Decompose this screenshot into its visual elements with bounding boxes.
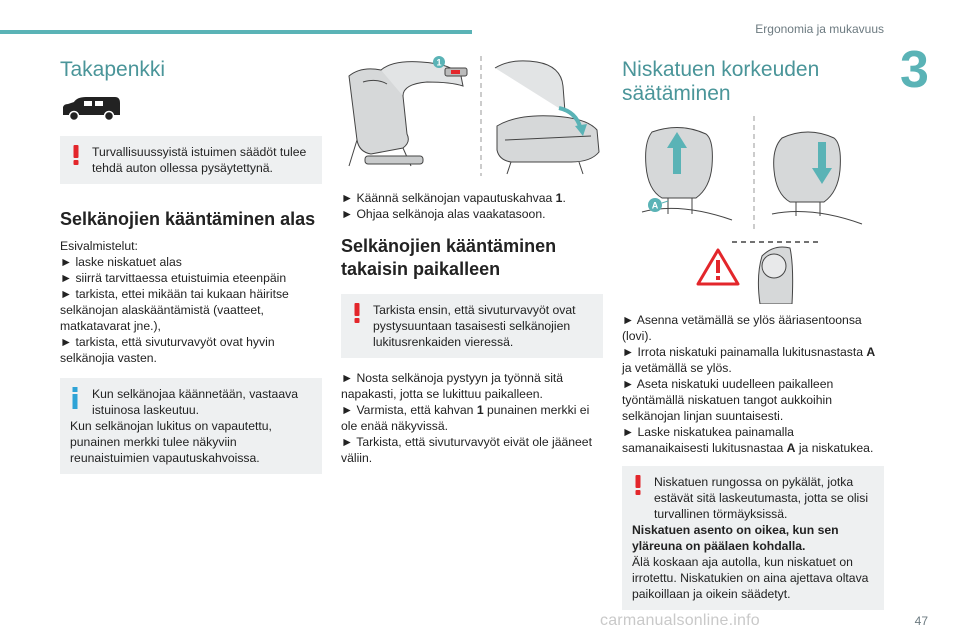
- step-text: ► Nosta selkänoja pystyyn ja työnnä sitä napakasti, jotta se lukittuu paikalleen.: [341, 371, 564, 401]
- header-accent-bar: [0, 30, 472, 34]
- exclamation-icon: [632, 474, 644, 496]
- van-icon: [60, 96, 122, 122]
- column-left: [60, 56, 322, 474]
- step-text: ► Aseta niskatuki uudelleen paikalleen työntämällä niskatuen tangot aukkoihin selkänojan linjan suuntaisesti.: [622, 377, 834, 423]
- chapter-number: 3: [900, 41, 929, 99]
- section-heading: Selkänojien kääntäminen takaisin paikalleen: [341, 236, 557, 279]
- section-heading: Selkänojien kääntäminen alas: [60, 209, 316, 229]
- watermark: carmanualsonline.info: [600, 612, 760, 629]
- warning-text: Niskatuen rungossa on pykälät, jotka estävät sitä laskeutumasta, jotta se olisi turvallinen törmäyksissä.: [654, 475, 869, 521]
- step-text: ► Tarkista, että sivuturvavyöt eivät ole jääneet väliin.: [341, 435, 592, 465]
- info-text: Kun selkänojaa käännetään, vastaava istuinosa laskeutuu.: [92, 387, 298, 417]
- callout-letter: A: [651, 200, 659, 211]
- intro-text: Esivalmistelut:: [60, 239, 138, 253]
- page-title: Takapenkki: [60, 58, 166, 81]
- step-text: ► tarkista, että sivuturvavyöt ovat hyvin selkänojia vasten.: [60, 335, 275, 365]
- step-text: ► Irrota niskatuki painamalla lukitusnastasta A ja vetämällä se ylös.: [622, 345, 876, 375]
- section-title: Ergonomia ja mukavuus: [755, 22, 884, 36]
- warning-box: [341, 294, 603, 358]
- warning-text: Turvallisuussyistä istuimen säädöt tulee tehdä auton ollessa pysäytettynä.: [92, 145, 307, 175]
- seat-fold-illustration: [341, 56, 603, 176]
- warning-text: Älä koskaan aja autolla, kun niskatuet on irrotettu. Niskatukien on aina ajettava oltava paikoillaan ja oikein säädetyt.: [632, 555, 869, 601]
- warning-box: [60, 136, 322, 184]
- step-text: ► laske niskatuet alas: [60, 255, 182, 269]
- column-middle: [341, 56, 603, 466]
- headrest-illustration: [622, 116, 884, 304]
- step-text: ► tarkista, ettei mikään tai kukaan häiritse selkänojan alaskääntämistä (vaatteet, matkatavarat jne.),: [60, 287, 289, 333]
- exclamation-icon: [70, 144, 82, 166]
- step-text: ► Laske niskatukea painamalla samanaikaisesti lukitusnastaa A ja niskatukea.: [622, 425, 874, 455]
- callout-number: 1: [436, 57, 442, 68]
- page-number: 47: [914, 614, 928, 628]
- step-text: ► siirrä tarvittaessa etuistuimia eteenpäin: [60, 271, 287, 285]
- warning-bold-text: Niskatuen asento on oikea, kun sen yläreuna on päälaen kohdalla.: [632, 523, 839, 553]
- step-text: ► Varmista, että kahvan 1 punainen merkki ei ole enää näkyvissä.: [341, 403, 590, 433]
- info-box: [60, 378, 322, 474]
- step-text: ► Käännä selkänojan vapautuskahvaa 1.: [341, 191, 566, 205]
- warning-text: Tarkista ensin, että sivuturvavyöt ovat pystysuuntaan tasaisesti selkänojien lukitusrenkaiden vieressä.: [373, 303, 576, 349]
- page-title: Niskatuen korkeuden säätäminen: [622, 58, 820, 105]
- column-right: [622, 56, 884, 610]
- info-icon: [70, 386, 80, 410]
- exclamation-icon: [351, 302, 363, 324]
- info-text: Kun selkänojan lukitus on vapautettu, punainen merkki tulee näkyviin reunaistuimien vapautuskahvoissa.: [70, 419, 272, 465]
- warning-box: [622, 466, 884, 610]
- step-text: ► Ohjaa selkänoja alas vaakatasoon.: [341, 207, 546, 221]
- step-text: ► Asenna vetämällä se ylös ääriasentoonsa (lovi).: [622, 313, 862, 343]
